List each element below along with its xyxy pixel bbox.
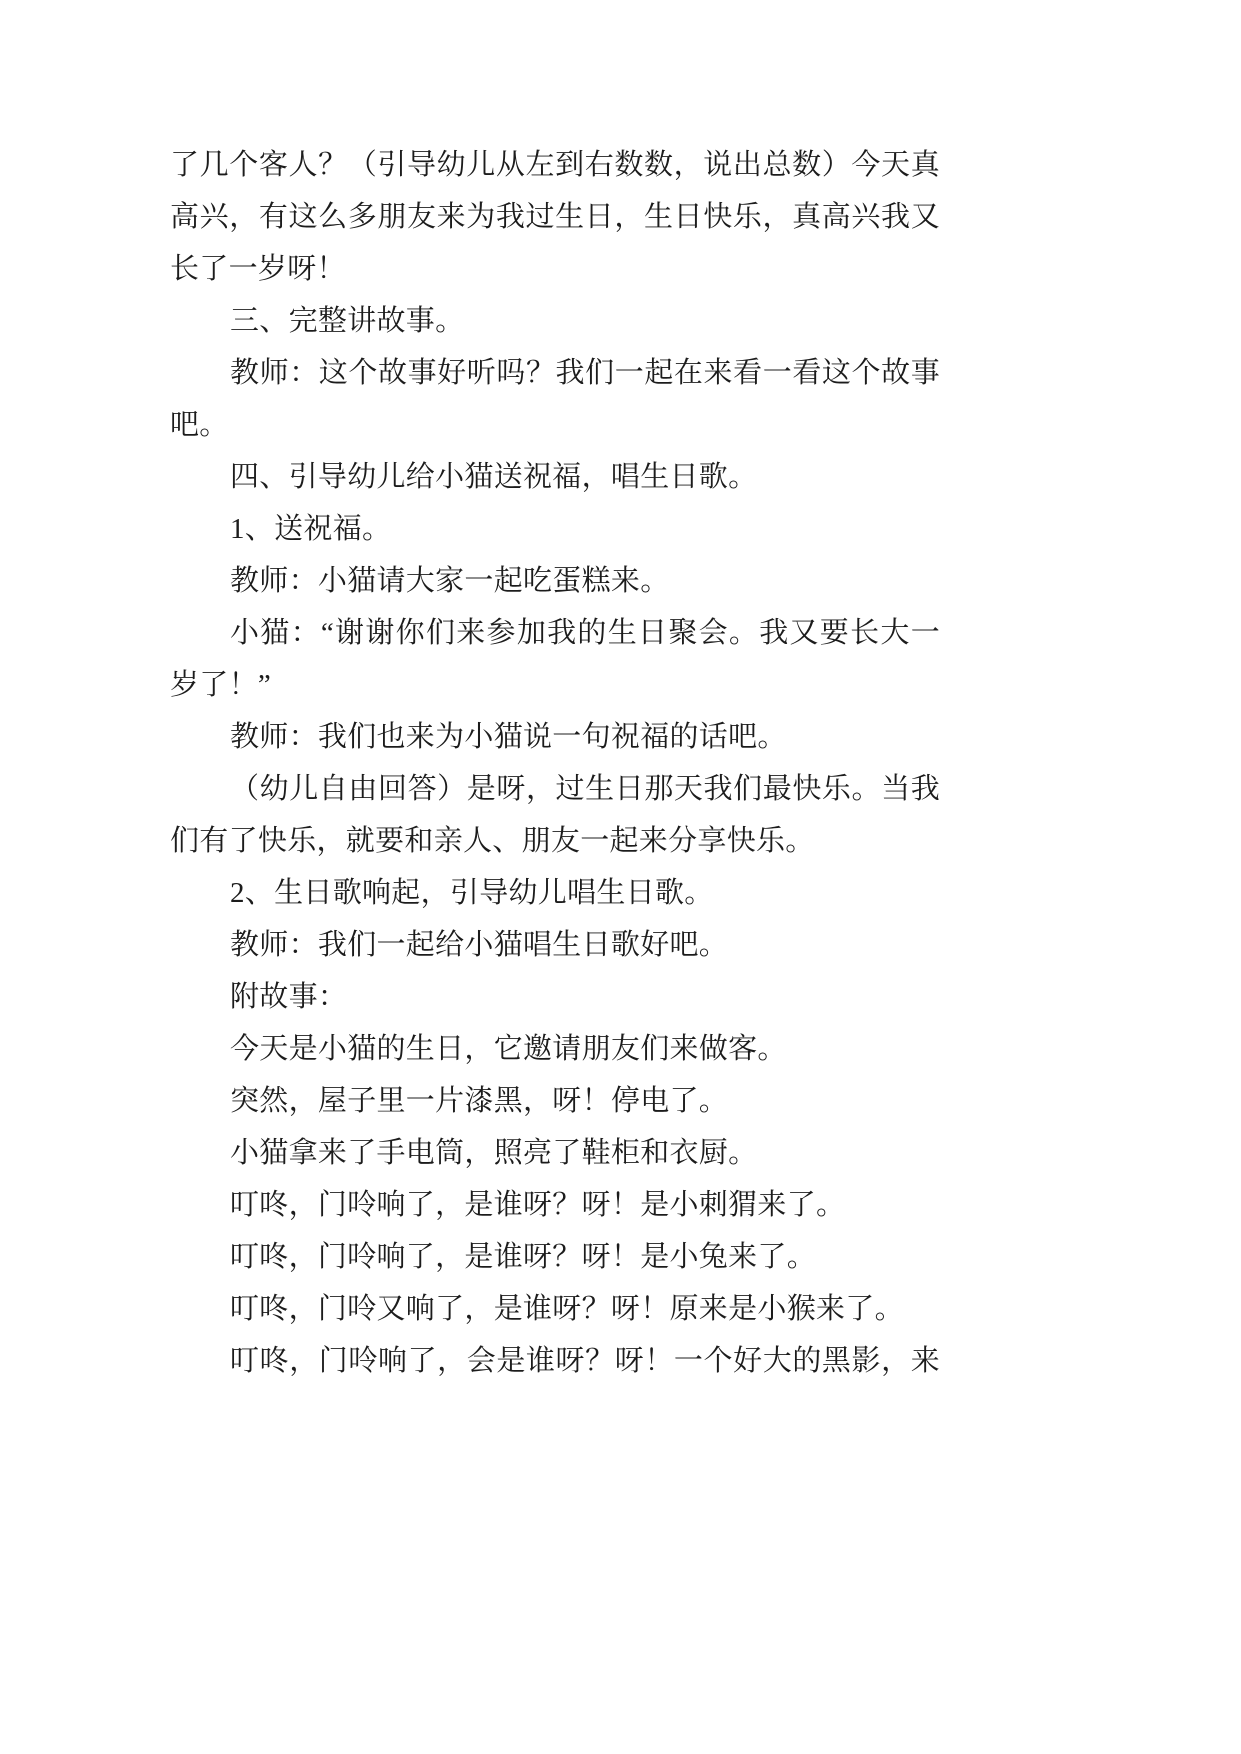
body-text-line: 长了一岁呀！ bbox=[170, 253, 346, 285]
body-text-line: 了几个客人？（引导幼儿从左到右数数，说出总数）今天真 bbox=[170, 149, 940, 181]
body-text-line: 教师：我们也来为小猫说一句祝福的话吧。 bbox=[230, 721, 787, 753]
body-text-line: 教师：小猫请大家一起吃蛋糕来。 bbox=[230, 565, 670, 597]
body-text-line: 教师：这个故事好听吗？我们一起在来看一看这个故事 bbox=[230, 357, 940, 389]
story-text-line: 叮咚，门呤又响了，是谁呀？呀！原来是小猴来了。 bbox=[230, 1293, 904, 1325]
section-heading: 四、引导幼儿给小猫送祝福，唱生日歌。 bbox=[230, 461, 758, 493]
body-text-line: （幼儿自由回答）是呀，过生日那天我们最快乐。当我 bbox=[230, 773, 940, 805]
subsection-heading: 2、生日歌响起，引导幼儿唱生日歌。 bbox=[230, 877, 714, 909]
body-text-line: 高兴，有这么多朋友来为我过生日，生日快乐，真高兴我又 bbox=[170, 201, 940, 233]
body-text-line: 吧。 bbox=[170, 409, 229, 441]
body-text-line: 岁了！” bbox=[170, 669, 272, 701]
story-text-line: 今天是小猫的生日，它邀请朋友们来做客。 bbox=[230, 1033, 787, 1065]
story-text-line: 叮咚，门呤响了，是谁呀？呀！是小刺猬来了。 bbox=[230, 1189, 846, 1221]
subsection-heading: 1、送祝福。 bbox=[230, 513, 392, 545]
section-heading: 三、完整讲故事。 bbox=[230, 305, 465, 337]
appendix-heading: 附故事： bbox=[230, 981, 348, 1013]
document-body bbox=[170, 139, 940, 1387]
story-text-line: 叮咚，门呤响了，是谁呀？呀！是小兔来了。 bbox=[230, 1241, 817, 1273]
body-text-line: 们有了快乐，就要和亲人、朋友一起来分享快乐。 bbox=[170, 825, 815, 857]
body-text-line: 教师：我们一起给小猫唱生日歌好吧。 bbox=[230, 929, 729, 961]
story-text-line: 小猫拿来了手电筒，照亮了鞋柜和衣厨。 bbox=[230, 1137, 758, 1169]
body-text-line: 小猫：“谢谢你们来参加我的生日聚会。我又要长大一 bbox=[230, 617, 940, 649]
story-text-line: 叮咚，门呤响了，会是谁呀？呀！一个好大的黑影，来 bbox=[230, 1345, 940, 1377]
story-text-line: 突然，屋子里一片漆黑，呀！停电了。 bbox=[230, 1085, 729, 1117]
